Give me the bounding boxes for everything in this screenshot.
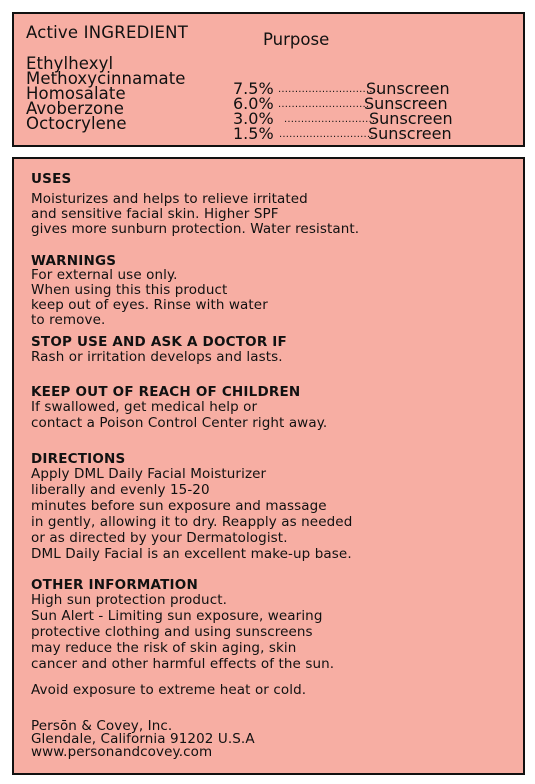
active-ingredient-panel <box>12 12 525 147</box>
directions-heading: DIRECTIONS <box>31 451 126 467</box>
directions-text-line: liberally and evenly 15-20 <box>31 482 210 498</box>
ingredient-name: Homosalate <box>26 84 126 103</box>
avoid-heat-note: Avoid exposure to extreme heat or cold. <box>31 682 307 698</box>
directions-text-line: DML Daily Facial is an excellent make-up base. <box>31 546 352 562</box>
stop-use-heading: STOP USE AND ASK A DOCTOR IF <box>31 334 287 350</box>
leader-dots: ........................... <box>284 114 376 125</box>
ingredient-purpose: Sunscreen <box>364 94 448 113</box>
keep-out-text-line: If swallowed, get medical help or <box>31 399 258 415</box>
leader-dots: .............................. <box>278 84 380 95</box>
other-info-heading: OTHER INFORMATION <box>31 577 198 593</box>
other-info-text-line: protective clothing and using sunscreens <box>31 624 313 640</box>
directions-text-line: minutes before sun exposure and massage <box>31 498 327 514</box>
company-website: www.personandcovey.com <box>31 744 213 760</box>
ingredient-percent: 3.0% <box>233 109 274 128</box>
uses-text-line: and sensitive facial skin. Higher SPF <box>31 206 279 222</box>
warnings-text-line: to remove. <box>31 312 106 328</box>
keep-out-text-line: contact a Poison Control Center right away. <box>31 415 328 431</box>
purpose-heading: Purpose <box>263 30 330 49</box>
other-info-text-line: cancer and other harmful effects of the sun. <box>31 656 335 672</box>
ingredient-purpose: Sunscreen <box>369 109 453 128</box>
ingredient-purpose: Sunscreen <box>366 79 450 98</box>
directions-text-line: or as directed by your Dermatologist. <box>31 530 288 546</box>
warnings-heading: WARNINGS <box>31 253 117 269</box>
other-info-text-line: High sun protection product. <box>31 592 228 608</box>
leader-dots: ............................ <box>279 129 374 140</box>
active-ingredient-heading: Active INGREDIENT <box>26 23 188 42</box>
ingredient-name: Octocrylene <box>26 114 127 133</box>
ingredient-percent: 6.0% <box>233 94 274 113</box>
directions-text-line: in gently, allowing it to dry. Reapply as needed <box>31 514 353 530</box>
ingredient-percent: 1.5% <box>233 124 274 143</box>
ingredient-name: Methoxycinnamate <box>26 69 186 88</box>
warnings-text-line: For external use only. <box>31 267 178 283</box>
leader-dots: ........................... <box>278 99 370 110</box>
ingredient-percent: 7.5% <box>233 79 274 98</box>
ingredient-name: Ethylhexyl <box>26 54 114 73</box>
directions-text-line: Apply DML Daily Facial Moisturizer <box>31 466 267 482</box>
keep-out-heading: KEEP OUT OF REACH OF CHILDREN <box>31 384 301 400</box>
uses-text-line: gives more sunburn protection. Water resistant. <box>31 221 360 237</box>
warnings-text-line: keep out of eyes. Rinse with water <box>31 297 268 313</box>
company-name: Persōn & Covey, Inc. <box>31 718 173 734</box>
ingredient-purpose: Sunscreen <box>368 124 452 143</box>
uses-text-line: Moisturizes and helps to relieve irritated <box>31 191 308 207</box>
ingredient-name: Avoberzone <box>26 99 124 118</box>
other-info-text-line: may reduce the risk of skin aging, skin <box>31 640 297 656</box>
uses-heading: USES <box>31 171 72 187</box>
stop-use-text-line: Rash or irritation develops and lasts. <box>31 349 283 365</box>
other-info-text-line: Sun Alert - Limiting sun exposure, wearing <box>31 608 323 624</box>
drug-facts-panel <box>12 157 525 775</box>
warnings-text-line: When using this this product <box>31 282 228 298</box>
company-address: Glendale, California 91202 U.S.A <box>31 731 255 747</box>
